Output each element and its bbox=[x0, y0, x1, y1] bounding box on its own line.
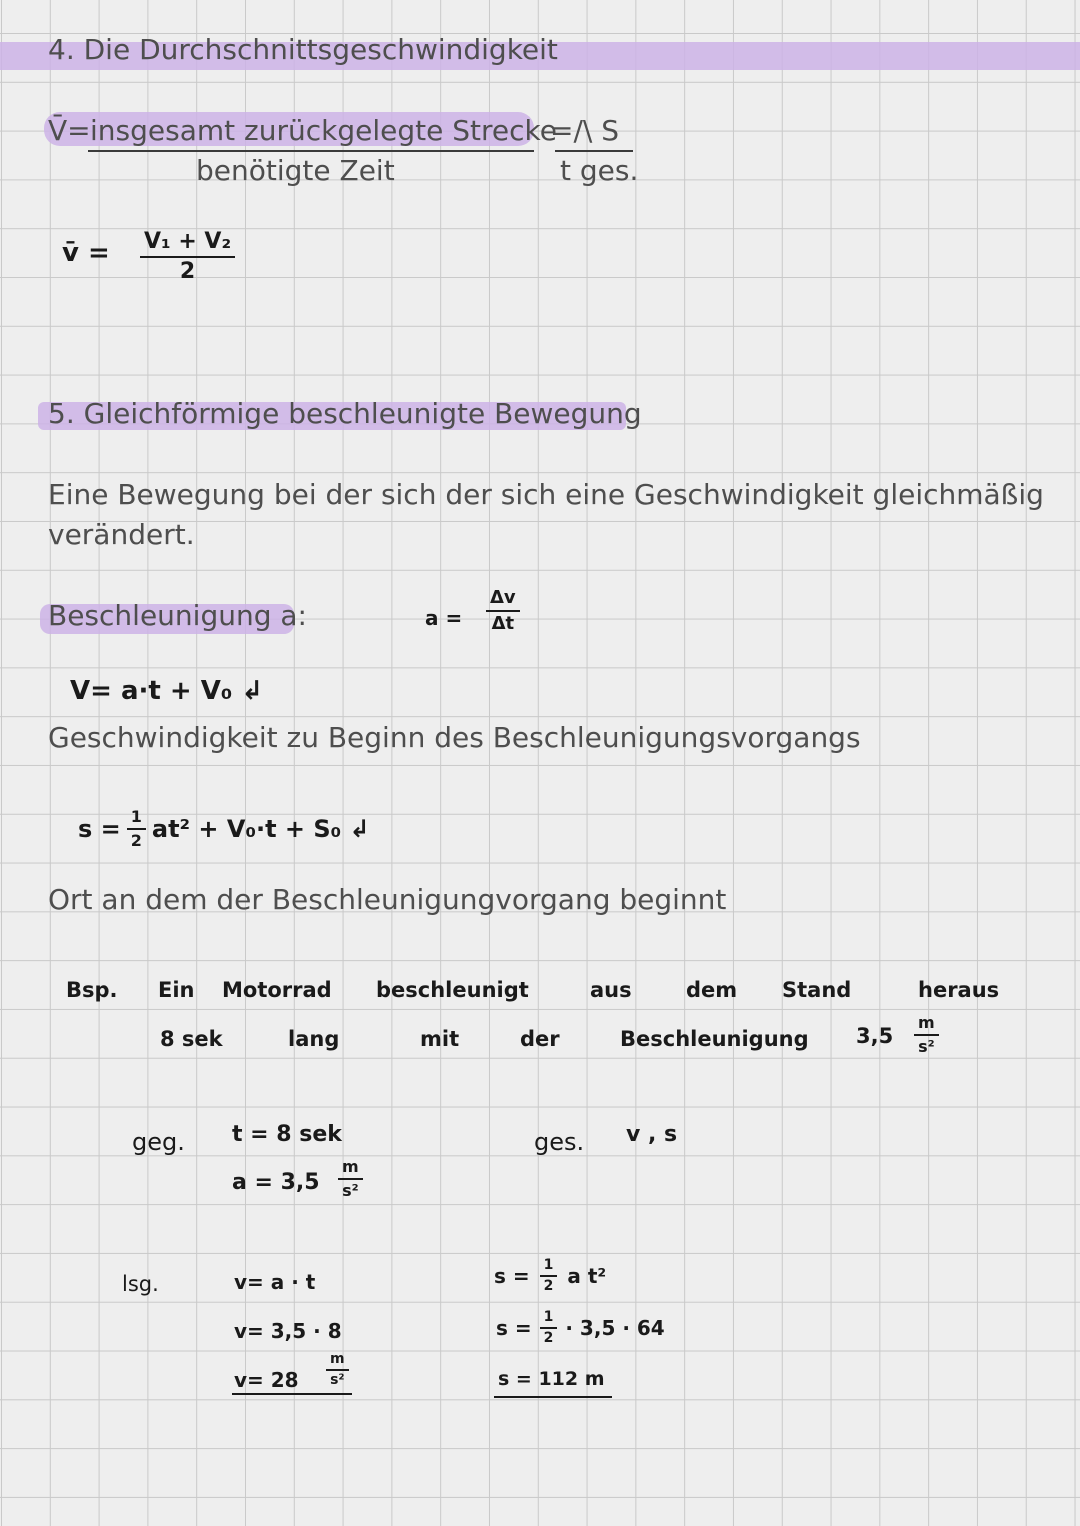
velocity-step-1: v= a · t bbox=[234, 1270, 316, 1294]
acceleration-denominator: Δt bbox=[491, 612, 515, 634]
average-velocity-numerator: insgesamt zurückgelegte Strecke bbox=[90, 114, 557, 147]
position-formula bbox=[78, 808, 370, 849]
definition-line-2: verändert. bbox=[48, 518, 195, 551]
definition-line-1: Eine Bewegung bei der sich der sich eine Geschwindigkeit gleichmäßig bbox=[48, 478, 1044, 511]
distance-step-1 bbox=[494, 1258, 606, 1295]
velocity-result-underline bbox=[232, 1393, 352, 1395]
distance-step-2-lhs: s = bbox=[496, 1316, 532, 1341]
example-word: mit bbox=[420, 1027, 460, 1051]
given-label: geg. bbox=[132, 1128, 185, 1156]
example-word: 3,5 bbox=[856, 1024, 894, 1048]
velocity-formula: V= a·t + V₀ ↲ bbox=[70, 676, 264, 706]
acceleration-lhs: a = bbox=[425, 606, 463, 630]
half-numerator: 1 bbox=[540, 1258, 558, 1277]
average-velocity-denominator: benötigte Zeit bbox=[196, 154, 395, 187]
t-total-denominator: t ges. bbox=[560, 154, 639, 187]
mean-velocity-numerator: V₁ + V₂ bbox=[140, 230, 235, 258]
position-note: Ort an dem der Beschleunigungvorgang beginnt bbox=[48, 883, 727, 916]
example-word: Beschleunigung bbox=[620, 1027, 809, 1051]
average-velocity-lhs: V̄= bbox=[48, 114, 91, 147]
velocity-result: v= 28 bbox=[234, 1368, 299, 1392]
given-acceleration-unit bbox=[338, 1158, 363, 1199]
half-numerator: 1 bbox=[540, 1310, 558, 1329]
half-denominator: 2 bbox=[543, 1330, 554, 1347]
acceleration-fraction bbox=[486, 588, 520, 634]
distance-step-2 bbox=[496, 1310, 665, 1347]
unit-denominator: s² bbox=[918, 1036, 935, 1056]
example-word: dem bbox=[686, 978, 738, 1002]
given-time: t = 8 sek bbox=[232, 1122, 342, 1147]
position-rest: at² + V₀·t + S₀ ↲ bbox=[151, 814, 370, 843]
example-word: heraus bbox=[918, 978, 1000, 1002]
example-word: Bsp. bbox=[66, 978, 118, 1002]
section-4-heading: 4. Die Durchschnittsgeschwindigkeit bbox=[48, 33, 558, 66]
unit-numerator: m bbox=[326, 1352, 349, 1371]
example-word: Ein bbox=[158, 978, 195, 1002]
velocity-result-unit bbox=[326, 1352, 349, 1389]
half-denominator: 2 bbox=[543, 1278, 554, 1295]
distance-result-underline bbox=[494, 1396, 612, 1398]
unit-denominator: s² bbox=[330, 1372, 345, 1389]
distance-step-2-rest: · 3,5 · 64 bbox=[565, 1316, 665, 1341]
mean-velocity-fraction bbox=[140, 230, 235, 284]
example-word: der bbox=[520, 1027, 560, 1051]
example-word: Stand bbox=[782, 978, 852, 1002]
example-word: lang bbox=[288, 1027, 340, 1051]
acceleration-numerator: Δv bbox=[486, 588, 520, 612]
acceleration-colon: : bbox=[297, 599, 307, 632]
mean-velocity-denominator: 2 bbox=[179, 259, 196, 285]
acceleration-label bbox=[48, 599, 307, 632]
unit-denominator: s² bbox=[342, 1180, 359, 1200]
section-5-heading: 5. Gleichförmige beschleunigte Bewegung bbox=[48, 397, 642, 430]
example-word: aus bbox=[590, 978, 632, 1002]
example-word: 8 sek bbox=[160, 1027, 223, 1051]
acceleration-term: Beschleunigung a bbox=[48, 599, 298, 632]
distance-step-1-rest: a t² bbox=[567, 1264, 607, 1289]
example-unit bbox=[914, 1014, 939, 1055]
fraction-line bbox=[555, 150, 633, 152]
distance-result: s = 112 m bbox=[498, 1368, 605, 1390]
wanted-variables: v , s bbox=[626, 1122, 678, 1147]
position-half-denominator: 2 bbox=[130, 830, 142, 850]
position-half-numerator: 1 bbox=[127, 808, 146, 830]
solution-label: lsg. bbox=[122, 1272, 159, 1296]
delta-s-numerator: =/\ S bbox=[550, 114, 620, 147]
fraction-line bbox=[88, 150, 534, 152]
distance-step-1-lhs: s = bbox=[494, 1264, 530, 1289]
unit-numerator: m bbox=[914, 1014, 939, 1036]
position-lhs: s = bbox=[78, 814, 121, 843]
velocity-note: Geschwindigkeit zu Beginn des Beschleunigungsvorgangs bbox=[48, 721, 861, 754]
velocity-step-2: v= 3,5 · 8 bbox=[234, 1319, 342, 1343]
unit-numerator: m bbox=[338, 1158, 363, 1180]
wanted-label: ges. bbox=[534, 1128, 585, 1156]
example-word: Motorrad bbox=[222, 978, 332, 1002]
mean-velocity-lhs: v̄ = bbox=[62, 238, 110, 268]
example-word: beschleunigt bbox=[376, 978, 529, 1002]
given-acceleration: a = 3,5 bbox=[232, 1170, 320, 1195]
